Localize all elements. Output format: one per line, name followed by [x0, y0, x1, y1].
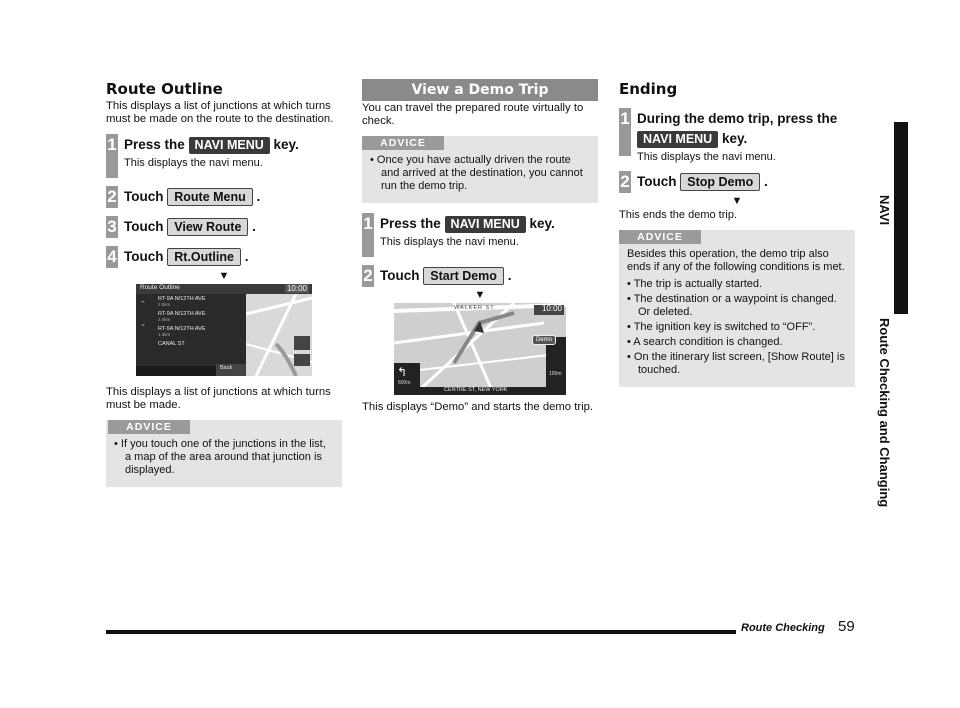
turn-arrow-icon: ↰ [397, 365, 408, 379]
step-number: 1 [106, 134, 118, 178]
advice-item: • On the itinerary list screen, [Show Route] is touched. [627, 351, 845, 376]
right-column [619, 80, 855, 387]
section-title: Route Outline [106, 80, 223, 98]
turn-distance: 600m [398, 380, 411, 386]
navi-tab [894, 122, 908, 314]
step-number: 1 [619, 108, 631, 156]
middle-column [362, 79, 598, 414]
down-arrow-icon: ▼ [474, 289, 486, 301]
advice-item: • The destination or a waypoint is changed. Or deleted. [627, 293, 837, 318]
back-button[interactable]: Back [220, 365, 233, 371]
demo-indicator: Demo [532, 335, 556, 345]
down-arrow-icon: ▼ [218, 270, 230, 282]
up-icon[interactable]: ⌃ [140, 301, 146, 308]
step-2: 2 Touch Route Menu . [107, 187, 261, 206]
next-distance: 100m [549, 371, 562, 377]
clock: 10:00 [286, 284, 307, 293]
left-column [106, 80, 342, 487]
step-number: 2 [620, 172, 630, 191]
step-2: 2 Touch Stop Demo . [620, 172, 768, 191]
clock: 10:00 [541, 304, 562, 313]
start-demo-key: Start Demo [423, 267, 504, 285]
current-street: CENTRE ST, NEW YORK [444, 387, 508, 393]
advice-item: • The trip is actually started. [627, 278, 763, 290]
intro-text: You can travel the prepared route virtually to check. [362, 102, 584, 127]
step-2: 2 Touch Start Demo . [363, 266, 512, 285]
step-3: 3 Touch View Route . [107, 217, 256, 236]
step-number: 2 [107, 187, 117, 206]
advice-label: ADVICE [619, 230, 701, 244]
step-number: 1 [362, 213, 374, 257]
map-background [394, 303, 566, 395]
step-1: 1 Press the NAVI MENU key. This displays the navi menu. [106, 134, 342, 178]
route-menu-key: Route Menu [167, 188, 253, 206]
rt-outline-key: Rt.Outline [167, 248, 241, 266]
step-subtext: This displays the navi menu. [380, 236, 519, 248]
advice-box [619, 230, 855, 387]
demo-trip-screenshot [394, 303, 566, 395]
step-number: 4 [107, 247, 117, 266]
navi-menu-key: NAVI MENU [189, 137, 270, 154]
screen-title: Route Outline [140, 284, 180, 291]
step-1: 1 During the demo trip, press the NAVI MENU key. This displays the navi menu. [620, 109, 838, 163]
result-text: This ends the demo trip. [619, 209, 738, 221]
advice-box [362, 136, 598, 203]
advice-intro: Besides this operation, the demo trip also ends if any of the following conditions is met. [627, 248, 845, 273]
result-text: This displays a list of junctions at which turns must be made. [106, 386, 331, 411]
junction-row[interactable]: RT-9A N/12TH AVE 2.8km [158, 296, 206, 307]
route-outline-screenshot [136, 284, 312, 376]
junction-row[interactable]: RT-9A N/12TH AVE 2.4km [158, 311, 206, 322]
junction-row[interactable]: RT-9A N/12TH AVE 1.3km [158, 326, 206, 337]
step-number: 2 [363, 266, 373, 285]
advice-item: • If you touch one of the junctions in the list, a map of the area around that junction is displayed. [114, 438, 326, 476]
section-title: Ending [619, 80, 678, 98]
step-1: 1 Press the NAVI MENU key. This displays the navi menu. [362, 213, 598, 257]
junction-row[interactable]: CANAL ST [158, 341, 185, 347]
navi-menu-key: NAVI MENU [637, 131, 718, 148]
step-subtext: This displays the navi menu. [124, 157, 263, 169]
advice-box [106, 420, 342, 487]
advice-item: • A search condition is changed. [627, 336, 783, 348]
stop-demo-key: Stop Demo [680, 173, 760, 191]
advice-item: • Once you have actually driven the route and arrived at the destination, you cannot run the demo trip. [370, 154, 583, 192]
step-4: 4 Touch Rt.Outline . [107, 247, 249, 266]
step-number: 3 [107, 217, 117, 236]
section-banner: View a Demo Trip [362, 79, 598, 101]
footer-section: Route Checking [741, 622, 825, 634]
street-label-top: WALKER ST [454, 305, 495, 311]
advice-label: ADVICE [108, 420, 190, 434]
navi-label: NAVI [877, 195, 892, 226]
footer-rule [106, 630, 736, 634]
advice-label: ADVICE [362, 136, 444, 150]
page-number: 59 [838, 618, 855, 635]
down-icon[interactable]: ⌄ [140, 321, 146, 328]
junction-list [158, 296, 244, 356]
view-route-key: View Route [167, 218, 248, 236]
result-text: This displays “Demo” and starts the demo trip. [362, 401, 594, 413]
navi-menu-key: NAVI MENU [445, 216, 526, 233]
down-arrow-icon: ▼ [731, 195, 743, 207]
advice-item: • The ignition key is switched to “OFF”. [627, 321, 816, 333]
intro-text: This displays a list of junctions at which turns must be made on the route to the destination. [106, 100, 334, 125]
step-subtext: This displays the navi menu. [637, 151, 776, 163]
chapter-label: Route Checking and Changing [877, 318, 892, 508]
